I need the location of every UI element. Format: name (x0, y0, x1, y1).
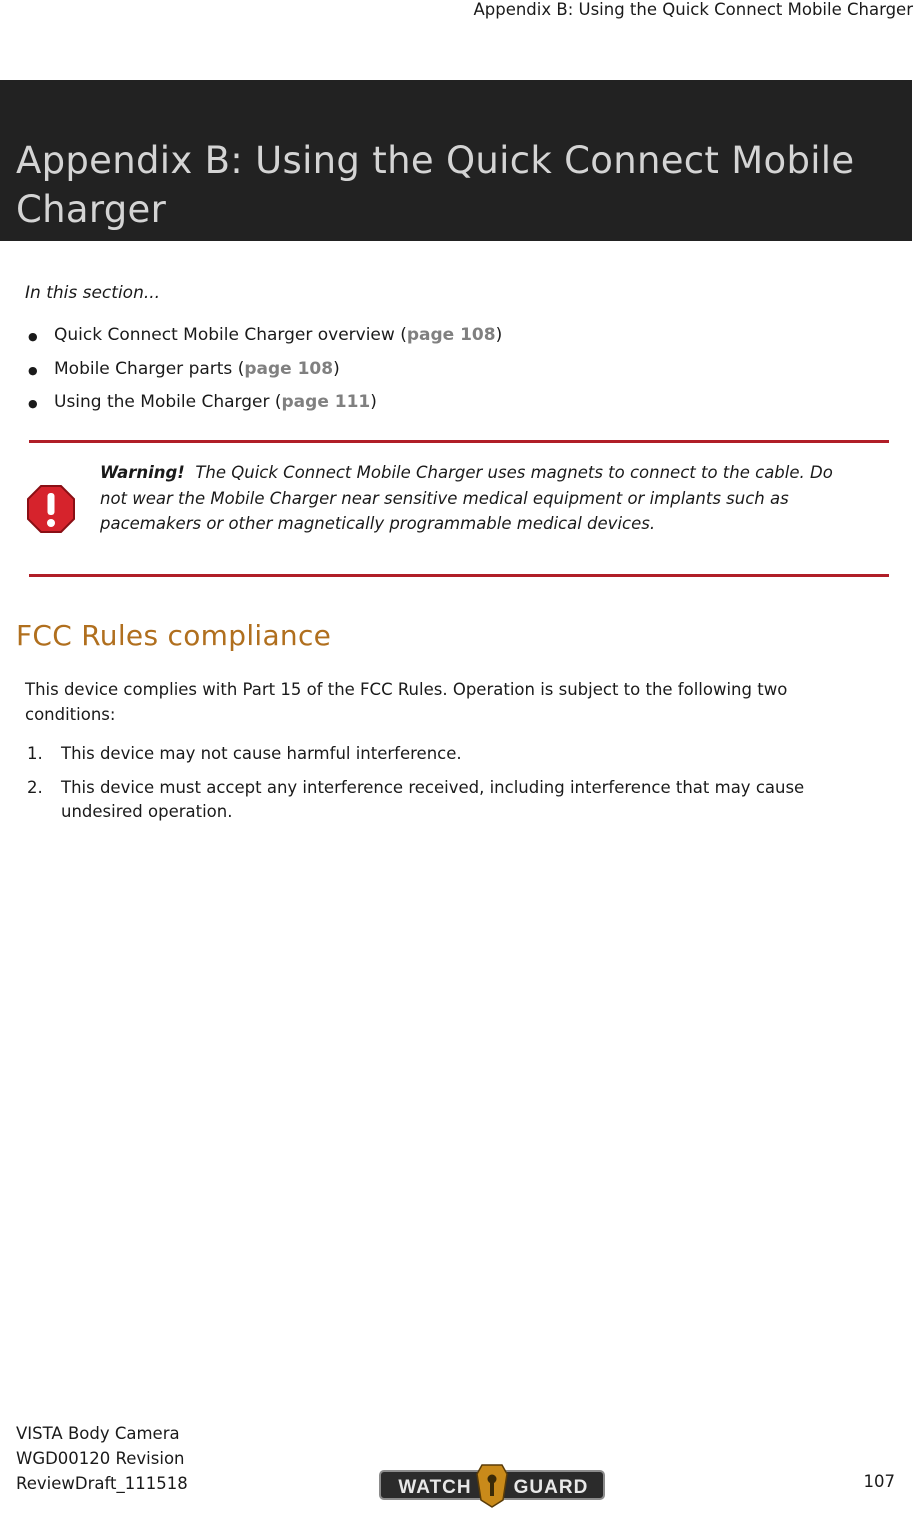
list-item-text: This device may not cause harmful interference. (61, 744, 462, 763)
section-toc (28, 323, 502, 424)
running-header: Appendix B: Using the Quick Connect Mobile Charger (473, 0, 913, 19)
toc-link[interactable]: Quick Connect Mobile Charger overview (page 108) (54, 325, 503, 345)
page-title: Appendix B: Using the Quick Connect Mobile Charger (16, 139, 855, 231)
list-item (27, 742, 887, 766)
svg-text:GUARD: GUARD (513, 1477, 589, 1498)
toc-link[interactable]: Mobile Charger parts (page 108) (54, 358, 340, 379)
toc-item (28, 323, 502, 357)
svg-text:WATCH: WATCH (398, 1477, 472, 1498)
toc-item (28, 357, 502, 391)
section-paragraph: This device complies with Part 15 of the FCC Rules. Operation is subject to the following two conditions: (25, 680, 788, 724)
toc-link[interactable]: Using the Mobile Charger (page 111) (54, 392, 377, 412)
warning-bottom-rule (29, 574, 889, 577)
footer-product: VISTA Body Camera (16, 1424, 180, 1443)
toc-item (28, 390, 502, 424)
list-item (27, 776, 887, 824)
title-band (0, 80, 912, 241)
footer-doc-id: WGD00120 Revision (16, 1449, 185, 1468)
warning-top-rule (29, 440, 889, 443)
toc-page-link[interactable]: page 108 (244, 358, 334, 379)
in-this-section-label: In this section... (25, 283, 161, 303)
warning-label: Warning! (100, 463, 185, 482)
bullet-icon: ● (28, 330, 38, 343)
stop-warning-icon (26, 484, 76, 534)
page-number: 107 (863, 1472, 895, 1491)
warning-text (100, 460, 840, 537)
watchguard-logo (379, 1462, 605, 1508)
list-number: 1. (27, 744, 43, 763)
toc-page-link[interactable]: page 111 (281, 392, 371, 412)
list-number: 2. (27, 778, 43, 797)
toc-page-link[interactable]: page 108 (406, 325, 496, 345)
list-item-text: This device must accept any interference received, including interference that may cause undesired operation. (61, 778, 805, 821)
bullet-icon: ● (28, 363, 38, 377)
footer-revision: ReviewDraft_111518 (16, 1474, 188, 1493)
bullet-icon: ● (28, 397, 38, 410)
conditions-list (27, 742, 887, 834)
section-heading: FCC Rules compliance (16, 619, 332, 652)
footer-info (16, 1421, 188, 1496)
warning-body: The Quick Connect Mobile Charger uses magnets to connect to the cable. Do not wear the Mobile Charger near sensitive medical equipment or implants such as pacemakers or other magnetically programmable medical devices. (100, 463, 833, 533)
